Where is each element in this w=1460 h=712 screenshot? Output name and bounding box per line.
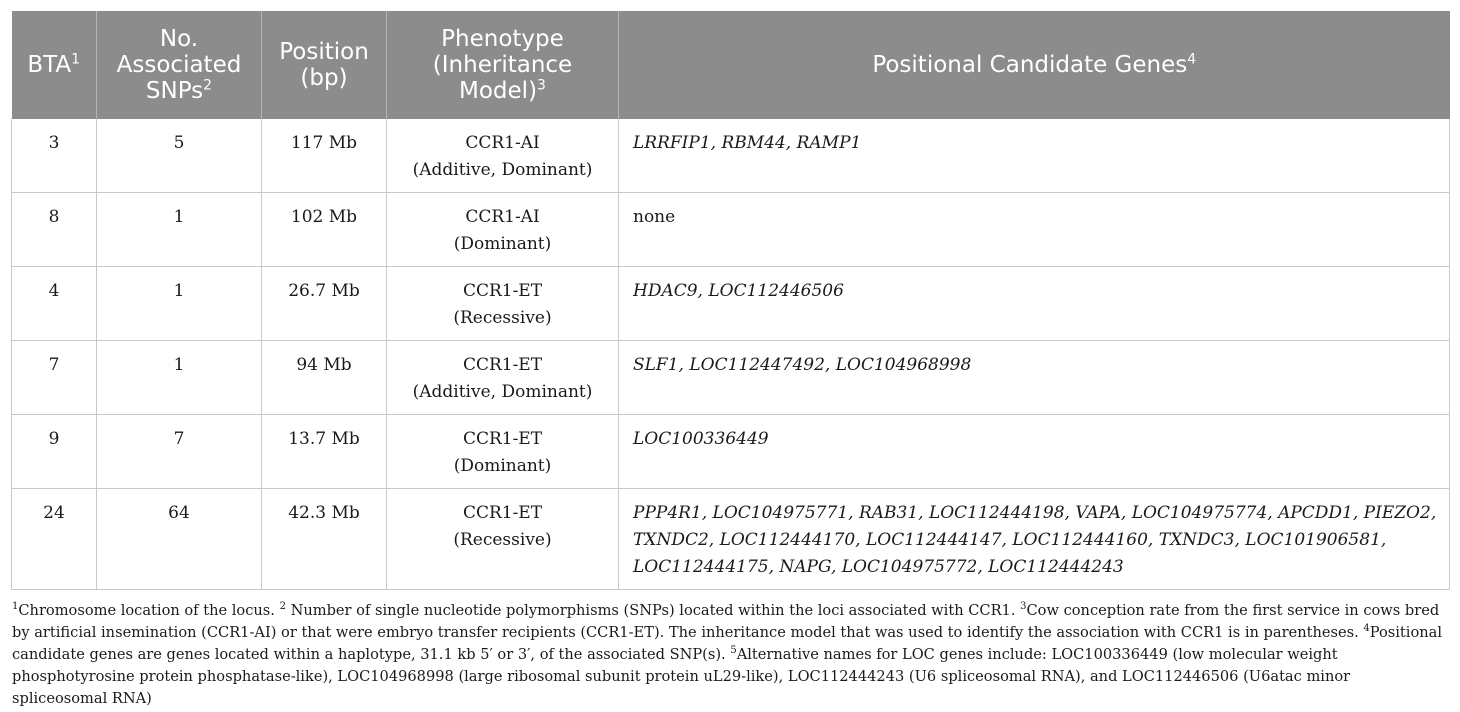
cell-phenotype [387, 193, 619, 267]
footnote-text: Positional candidate genes are genes located within a haplotype, 31.1 kb 5′ or 3′, of the associated SNP(s). [12, 624, 1443, 663]
cell-genes: HDAC9, LOC112446506 [619, 267, 1450, 341]
cell-bta: 4 [12, 267, 97, 341]
phenotype-label: CCR1-AI [465, 207, 540, 227]
cell-position: 94 Mb [262, 341, 387, 415]
cell-position: 42.3 Mb [262, 489, 387, 590]
cell-genes: PPP4R1, LOC104975771, RAB31, LOC112444198, VAPA, LOC104975774, APCDD1, PIEZO2, TXNDC2, LOC112444170, LOC112444147, LOC112444160, TXNDC3, LOC101906581, LOC112444175, NAPG, LOC104975772, LOC112444243 [619, 489, 1450, 590]
header-genes: Positional Candidate Genes$^4$ [619, 11, 1450, 119]
cell-bta: 7 [12, 341, 97, 415]
cell-phenotype [387, 415, 619, 489]
cell-bta: 24 [12, 489, 97, 590]
cell-bta: 8 [12, 193, 97, 267]
inheritance-model: (Additive, Dominant) [412, 160, 593, 180]
cell-phenotype [387, 267, 619, 341]
footnote-marker: 3 [1020, 601, 1027, 613]
footnote-text: Cow conception rate from the first service in cows bred by artificial insemination (CCR1-AI) or that were embryo transfer recipients (CCR1-ET). The inheritance model that was used to identify the association with CCR1 is in parentheses. [12, 602, 1440, 641]
footnote-marker: 1 [12, 601, 19, 613]
table-row [12, 193, 1450, 267]
footnote-marker: 5 [730, 645, 737, 657]
cell-position: 26.7 Mb [262, 267, 387, 341]
cell-phenotype [387, 119, 619, 193]
cell-snps: 5 [97, 119, 262, 193]
inheritance-model: (Recessive) [453, 530, 552, 550]
phenotype-label: CCR1-ET [462, 429, 543, 449]
inheritance-model: (Dominant) [453, 456, 552, 476]
data-table-container [11, 11, 1449, 590]
cell-snps: 1 [97, 341, 262, 415]
header-bta: BTA$^1$ [12, 11, 97, 119]
phenotype-label: CCR1-ET [462, 355, 543, 375]
header-position: Position (bp) [262, 11, 387, 119]
cell-snps: 7 [97, 415, 262, 489]
cell-genes: LRRFIP1, RBM44, RAMP1 [619, 119, 1450, 193]
inheritance-model: (Dominant) [453, 234, 552, 254]
cell-phenotype [387, 489, 619, 590]
table-footnotes [12, 600, 1448, 710]
header-phenotype: Phenotype (Inheritance Model)$^3$ [387, 11, 619, 119]
footnote-text: Number of single nucleotide polymorphisms (SNPs) located within the loci associated with CCR1. [285, 602, 1021, 619]
inheritance-model: (Additive, Dominant) [412, 382, 593, 402]
table-row [12, 415, 1450, 489]
table-row [12, 489, 1450, 590]
phenotype-label: CCR1-ET [462, 281, 543, 301]
inheritance-model: (Recessive) [453, 308, 552, 328]
cell-genes: none [619, 193, 1450, 267]
cell-bta: 9 [12, 415, 97, 489]
cell-snps: 64 [97, 489, 262, 590]
cell-position: 102 Mb [262, 193, 387, 267]
table-row [12, 119, 1450, 193]
footnote-text: Chromosome location of the locus. [18, 602, 280, 619]
cell-position: 117 Mb [262, 119, 387, 193]
table-row [12, 267, 1450, 341]
header-row [12, 11, 1450, 119]
table-row [12, 341, 1450, 415]
table-header [12, 11, 1450, 119]
footnote-marker: 2 [279, 601, 286, 613]
cell-phenotype [387, 341, 619, 415]
cell-snps: 1 [97, 267, 262, 341]
cell-genes: LOC100336449 [619, 415, 1450, 489]
table-body [12, 119, 1450, 590]
footnote-marker: 4 [1363, 623, 1370, 635]
phenotype-label: CCR1-AI [465, 133, 540, 153]
cell-snps: 1 [97, 193, 262, 267]
cell-position: 13.7 Mb [262, 415, 387, 489]
footnote-text: Alternative names for LOC genes include: LOC100336449 (low molecular weight phosphotyrosine protein phosphatase-like), LOC104968998 (large ribosomal subunit protein uL29-like), LOC112444243 (U6 spliceosomal RNA), and LOC112446506 (U6atac minor spliceosomal RNA) [12, 646, 1351, 707]
cell-genes: SLF1, LOC112447492, LOC104968998 [619, 341, 1450, 415]
candidate-genes-table [11, 11, 1450, 590]
phenotype-label: CCR1-ET [462, 503, 543, 523]
cell-bta: 3 [12, 119, 97, 193]
header-snps: No. Associated SNPs$^2$ [97, 11, 262, 119]
